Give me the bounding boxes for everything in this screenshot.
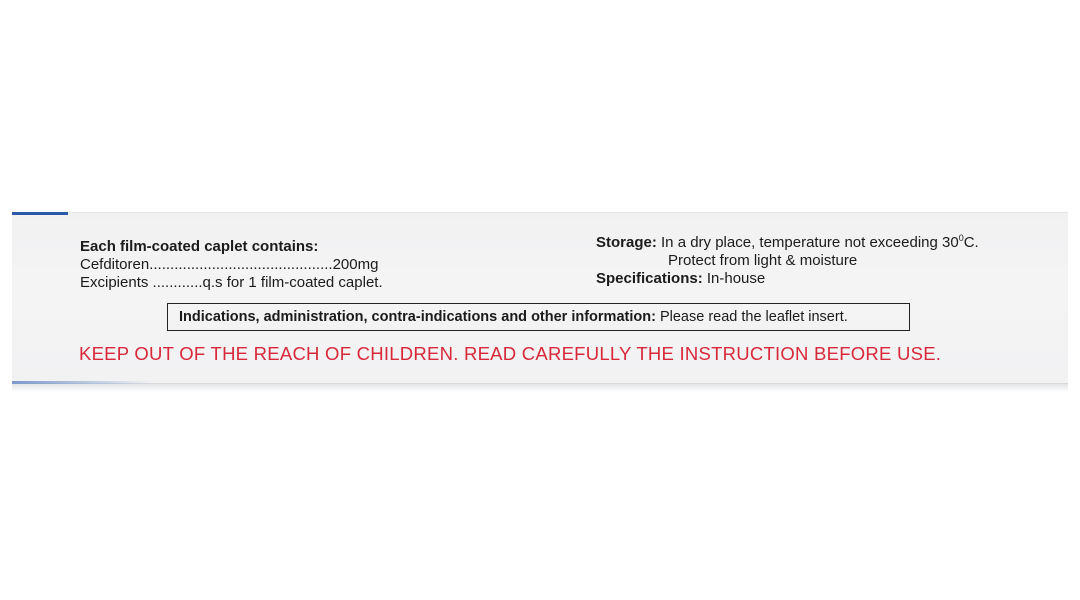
box-blue-edge-bottom <box>12 381 152 384</box>
specifications-value: In-house <box>702 270 766 287</box>
specifications-label: Specifications: <box>596 270 703 287</box>
box-blue-edge <box>12 212 68 215</box>
specifications-line <box>596 270 979 288</box>
leaflet-info-box <box>167 303 910 331</box>
safety-warning: KEEP OUT OF THE REACH OF CHILDREN. READ CAREFULLY THE INSTRUCTION BEFORE USE. <box>79 343 942 364</box>
storage-block <box>596 234 979 288</box>
info-label: Indications, administration, contra-indications and other information: <box>179 309 656 325</box>
box-shadow <box>12 384 1068 392</box>
storage-protect-line: Protect from light & moisture <box>668 252 858 269</box>
info-value: Please read the leaflet insert. <box>655 309 848 325</box>
storage-line <box>596 234 979 252</box>
composition-excipients: Excipients ............q.s for 1 film-coated caplet. <box>80 274 383 291</box>
storage-unit: C. <box>963 234 979 251</box>
storage-label: Storage: <box>596 234 657 251</box>
composition-block <box>80 238 383 292</box>
composition-heading: Each film-coated caplet contains: <box>80 238 319 255</box>
composition-active-ingredient: Cefditoren............................................200mg <box>80 256 379 273</box>
degree-symbol: 0 <box>958 233 964 243</box>
storage-text: In a dry place, temperature not exceeding 30 <box>656 234 959 251</box>
